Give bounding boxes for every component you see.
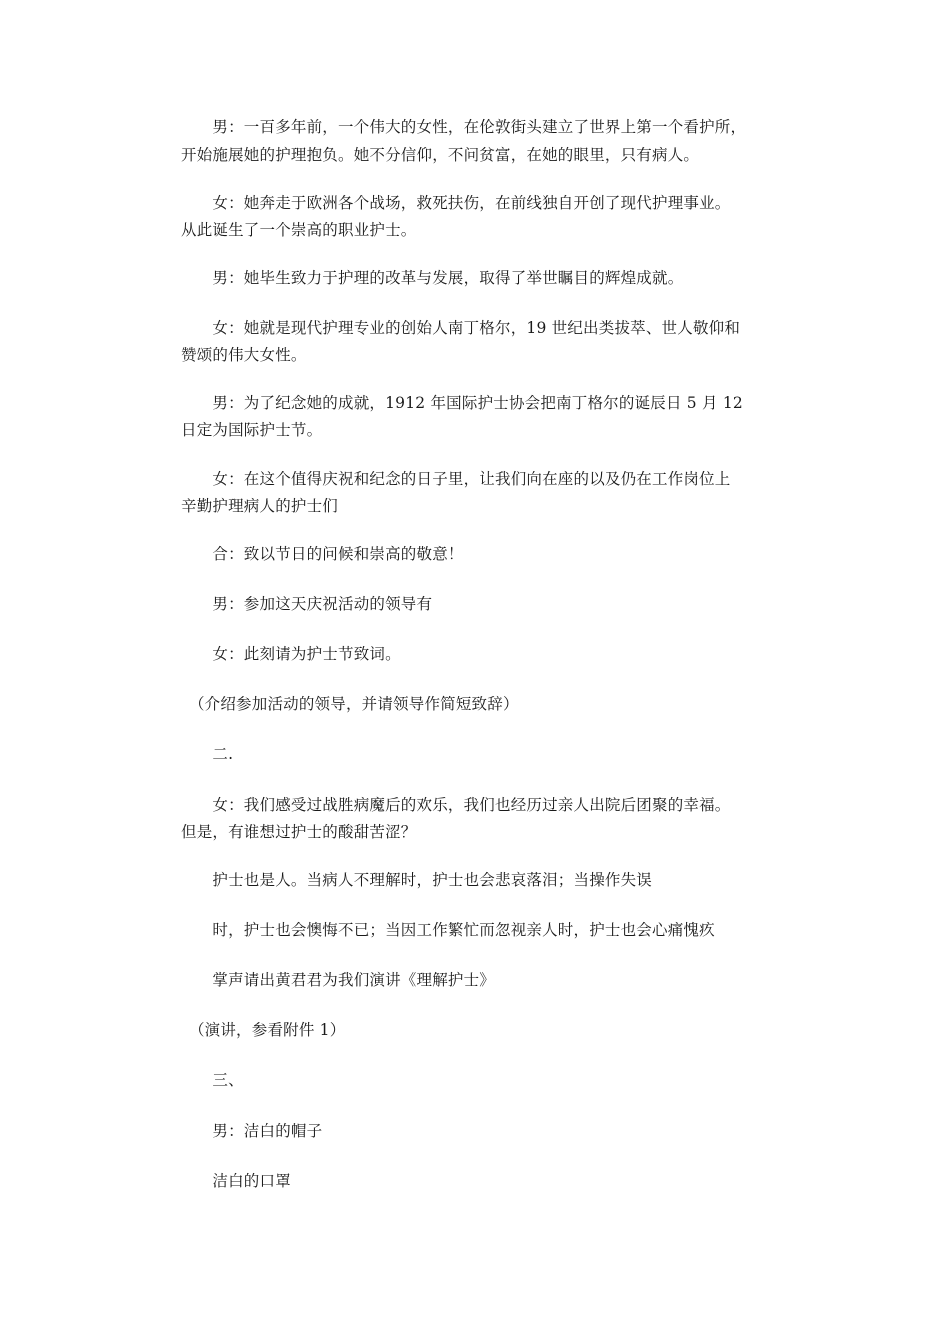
paragraph-line: 时，护士也会懊悔不已；当因工作繁忙而忽视亲人时，护士也会心痛愧疚 xyxy=(181,921,715,939)
paragraph-line: 女：此刻请为护士节致词。 xyxy=(181,645,401,663)
paragraph-line: 男：参加这天庆祝活动的领导有 xyxy=(181,595,433,613)
paragraph-line: 合：致以节日的问候和崇高的敬意！ xyxy=(181,545,464,563)
paragraph-line: 男：为了纪念她的成就，1912 年国际护士协会把南丁格尔的诞辰日 5 月 12 xyxy=(181,394,743,412)
paragraph-line: （演讲，参看附件 1） xyxy=(181,1021,346,1039)
paragraph-line: 日定为国际护士节。 xyxy=(181,421,323,439)
paragraph-line: 赞颂的伟大女性。 xyxy=(181,346,307,364)
section-heading: 二. xyxy=(181,745,234,763)
paragraph-line: 男：一百多年前，一个伟大的女性，在伦敦街头建立了世界上第一个看护所， xyxy=(181,118,747,136)
paragraph-line: 女：在这个值得庆祝和纪念的日子里，让我们向在座的以及仍在工作岗位上 xyxy=(181,470,731,488)
paragraph-line: 女：她就是现代护理专业的创始人南丁格尔，19 世纪出类拔萃、世人敬仰和 xyxy=(181,319,741,337)
paragraph-line: 辛勤护理病人的护士们 xyxy=(181,497,339,515)
paragraph-line: 女：我们感受过战胜病魔后的欢乐，我们也经历过亲人出院后团聚的幸福。 xyxy=(181,796,731,814)
paragraph-line: 但是，有谁想过护士的酸甜苦涩？ xyxy=(181,823,417,841)
paragraph-line: 男：洁白的帽子 xyxy=(181,1122,323,1140)
paragraph-line: （介绍参加活动的领导，并请领导作简短致辞） xyxy=(181,695,519,713)
paragraph-line: 护士也是人。当病人不理解时，护士也会悲哀落泪；当操作失误 xyxy=(181,871,653,889)
paragraph-line: 从此诞生了一个崇高的职业护士。 xyxy=(181,221,417,239)
paragraph-line: 掌声请出黄君君为我们演讲《理解护士》 xyxy=(181,971,496,989)
paragraph-line: 洁白的口罩 xyxy=(181,1172,291,1190)
paragraph-line: 女：她奔走于欧洲各个战场，救死扶伤，在前线独自开创了现代护理事业。 xyxy=(181,194,731,212)
paragraph-line: 开始施展她的护理抱负。她不分信仰，不问贫富，在她的眼里，只有病人。 xyxy=(181,146,700,164)
section-heading: 三、 xyxy=(181,1071,244,1089)
paragraph-line: 男：她毕生致力于护理的改革与发展，取得了举世瞩目的辉煌成就。 xyxy=(181,269,684,287)
